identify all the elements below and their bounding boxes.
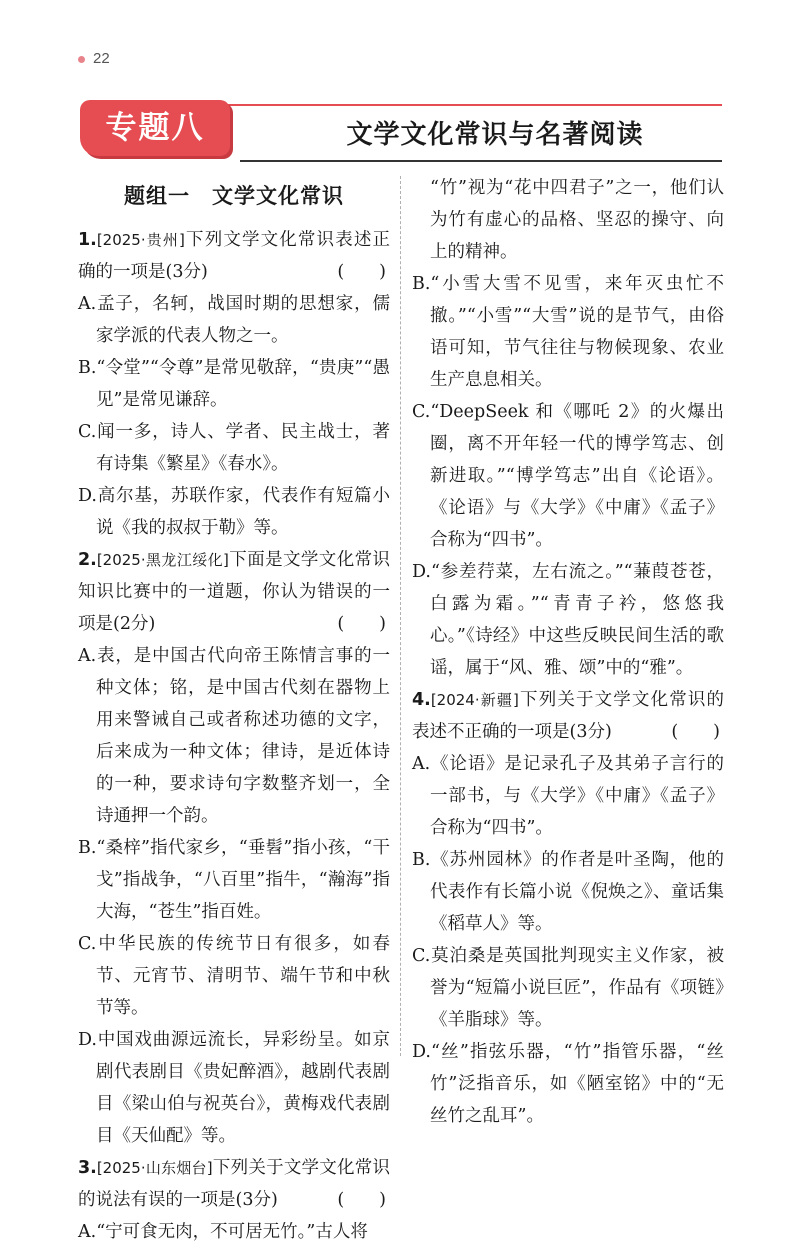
option-a: A.孟子，名轲，战国时期的思想家，儒家学派的代表人物之一。: [78, 294, 390, 346]
question-source: [2025·黑龙江绥化]: [96, 551, 229, 569]
page-number: 22: [78, 50, 110, 67]
answer-bracket: ( ): [671, 722, 720, 742]
option-c: C.中华民族的传统节日有很多，如春节、元宵节、清明节、端午节和中秋节等。: [78, 934, 390, 1018]
question-stem: 下列关于文学文化常识的说法有误的一项是(3分): [78, 1158, 390, 1210]
question-3: [78, 1152, 390, 1248]
option-c: C.莫泊桑是英国批判现实主义作家，被誉为“短篇小说巨匠”，作品有《项链》《羊脂球》等。: [412, 946, 724, 1030]
option-c: C.“DeepSeek 和《哪吒 2》的火爆出圈，离不开年轻一代的博学笃志、创新进取。”“博学笃志”出自《论语》。《论语》与《大学》《中庸》《孟子》合称为“四书”。: [412, 402, 724, 550]
question-number: 3.: [78, 1158, 97, 1178]
right-column: [412, 172, 724, 1132]
option-b: B.“小雪大雪不见雪，来年灭虫忙不撤。”“小雪”“大雪”说的是节气，由俗语可知，节气往往与物候现象、农业生产息息相关。: [412, 274, 724, 390]
option-a-continued: “竹”视为“花中四君子”之一，他们认为竹有虚心的品格、坚忍的操守、向上的精神。: [430, 178, 724, 262]
option-d: D.高尔基，苏联作家，代表作有短篇小说《我的叔叔于勒》等。: [78, 486, 390, 538]
option-a: A.《论语》是记录孔子及其弟子言行的一部书，与《大学》《中庸》《孟子》合称为“四书”。: [412, 754, 724, 838]
topic-title: 文学文化常识与名著阅读: [346, 120, 644, 150]
option-a: A.表，是中国古代向帝王陈情言事的一种文体；铭，是中国古代刻在器物上用来警诫自己或者称述功德的文字，后来成为一种文体；律诗，是近体诗的一种，要求诗句字数整齐划一，全诗通押一个韵。: [78, 646, 390, 826]
question-stem: 下列关于文学文化常识的表述不正确的一项是(3分): [412, 690, 724, 742]
option-d: D.“丝”指弦乐器，“竹”指管乐器，“丝竹”泛指音乐，如《陋室铭》中的“无丝竹之乱耳”。: [412, 1042, 724, 1126]
question-4: [412, 684, 724, 1132]
column-divider: [400, 176, 401, 1056]
question-number: 4.: [412, 690, 431, 710]
group-title: 题组一 文学文化常识: [124, 184, 344, 208]
answer-bracket: ( ): [337, 614, 386, 634]
question-stem: 下面是文学文化常识知识比赛中的一道题，你认为错误的一项是(2分): [78, 550, 390, 634]
left-column: [78, 170, 390, 1248]
option-b: B.“桑梓”指代家乡，“垂髫”指小孩，“干戈”指战争，“八百里”指牛，“瀚海”指大海，“苍生”指百姓。: [78, 838, 390, 922]
answer-bracket: ( ): [337, 262, 386, 282]
option-c: C.闻一多，诗人、学者、民主战士，著有诗集《繁星》《春水》。: [78, 422, 390, 474]
question-source: [2024·新疆]: [430, 691, 519, 709]
question-1: [78, 224, 390, 544]
option-a: A.“宁可食无肉，不可居无竹。”古人将: [78, 1222, 368, 1242]
question-number: 2.: [78, 550, 97, 570]
question-number: 1.: [78, 230, 97, 250]
option-b: B.《苏州园林》的作者是叶圣陶，他的代表作有长篇小说《倪焕之》、童话集《稻草人》等。: [412, 850, 724, 934]
option-b: B.“令堂”“令尊”是常见敬辞，“贵庚”“愚见”是常见谦辞。: [78, 358, 390, 410]
question-stem: 下列文学文化常识表述正确的一项是(3分): [78, 230, 390, 282]
answer-bracket: ( ): [337, 1190, 386, 1210]
topic-underline: [240, 160, 722, 162]
topic-badge: 专题八: [80, 100, 230, 156]
option-d: D.“参差荇菜，左右流之。”“蒹葭苍苍，白露为霜。”“青青子衿，悠悠我心。”《诗经》中这些反映民间生活的歌谣，属于“风、雅、颂”中的“雅”。: [412, 562, 724, 678]
option-d: D.中国戏曲源远流长，异彩纷呈。如京剧代表剧目《贵妃醉酒》，越剧代表剧目《梁山伯与祝英台》，黄梅戏代表剧目《天仙配》等。: [78, 1030, 390, 1146]
question-2: [78, 544, 390, 1152]
page-dot-icon: [78, 56, 85, 63]
question-source: [2025·贵州]: [96, 231, 185, 249]
topic-top-line: [218, 104, 722, 106]
question-source: [2025·山东烟台]: [96, 1159, 213, 1177]
